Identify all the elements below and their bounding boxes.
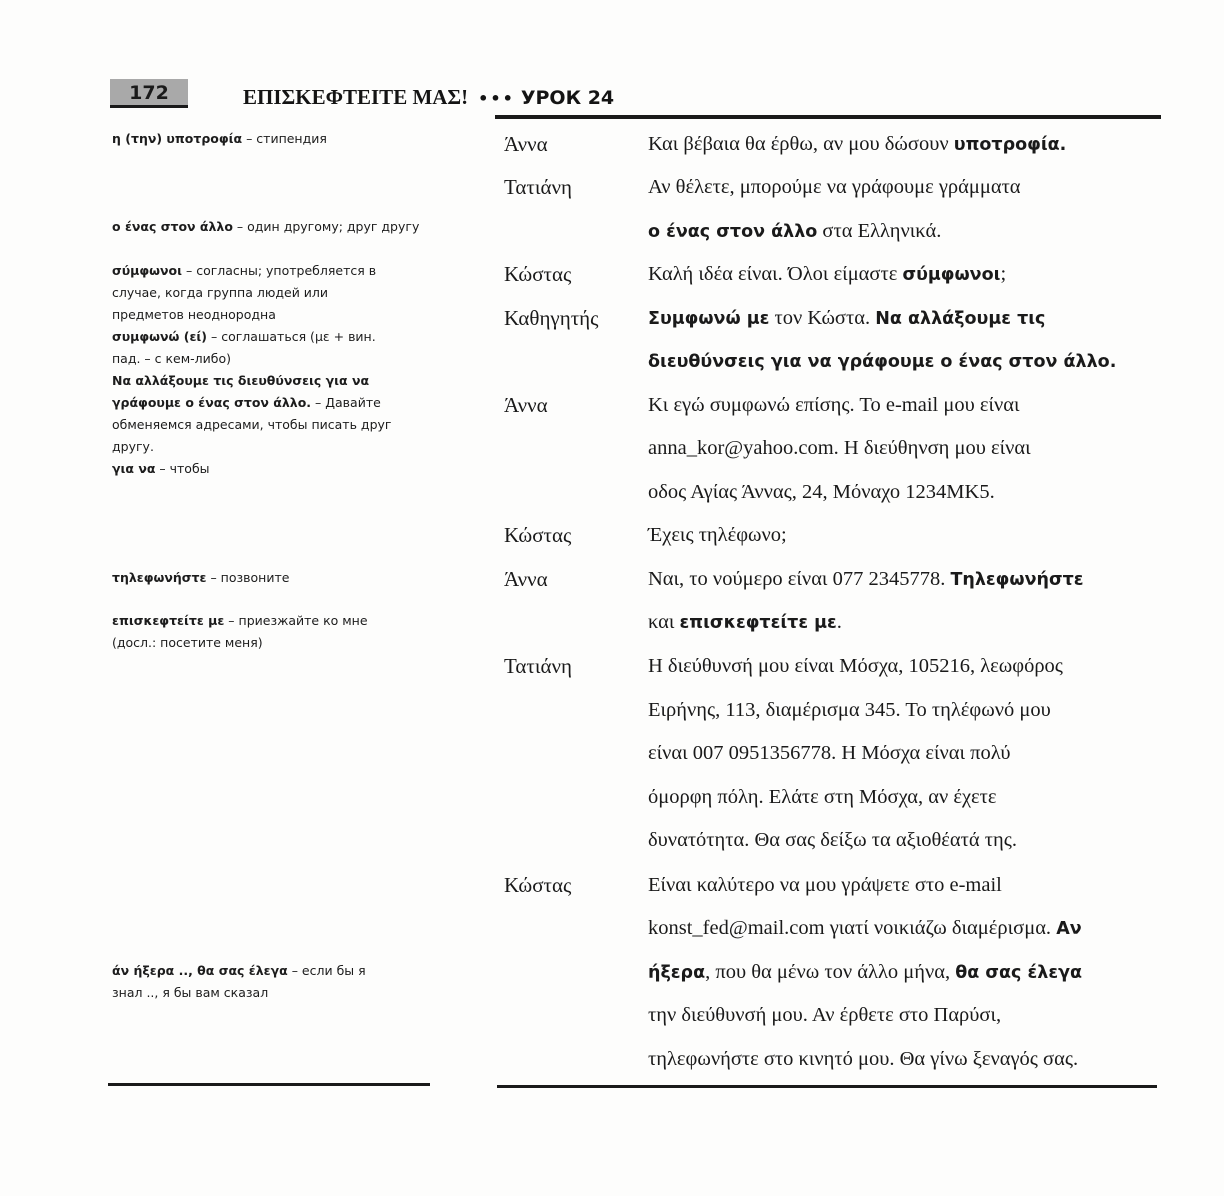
speaker-name: Άννα xyxy=(504,132,548,156)
line-text: τον Κώστα. xyxy=(769,307,876,329)
dialogue-line xyxy=(648,432,1031,464)
dialogue-line xyxy=(648,956,1082,989)
line-text: Έχεις τηλέφωνο; xyxy=(648,524,787,546)
line-bold: σύμφωνοι xyxy=(902,265,1001,285)
speaker-name: Τατιάνη xyxy=(504,654,572,678)
line-bold: διευθύνσεις για να γράφουμε ο ένας στον άλλο. xyxy=(648,352,1117,372)
header-rule xyxy=(495,115,1161,119)
chapter-title: ΕΠΙΣΚΕΦΤΕΙΤΕ ΜΑΣ! xyxy=(243,85,469,109)
dialogue-line xyxy=(648,258,1006,291)
speaker-name: Κώστας xyxy=(504,262,572,286)
line-bold: υποτροφία. xyxy=(953,135,1067,155)
dialogue-line xyxy=(648,694,1051,726)
glossary-term: άν ήξερα .., θα σας έλεγα xyxy=(112,963,288,978)
dialogue-line xyxy=(648,999,1001,1031)
running-head xyxy=(243,84,614,112)
page-number: 172 xyxy=(129,82,169,104)
glossary-definition: – соглашаться (με + вин. пад. – с кем-либо) xyxy=(112,329,376,366)
line-bold: Αν xyxy=(1056,919,1082,939)
line-bold: Συμφωνώ με xyxy=(648,309,770,329)
dialogue-line xyxy=(648,563,1083,596)
speaker-name: Τατιάνη xyxy=(504,175,572,199)
dialogue-line xyxy=(648,519,787,551)
line-text: Η διεύθυνσή μου είναι Μόσχα, 105216, λεωφόρος xyxy=(648,655,1063,677)
dialogue-line xyxy=(648,215,941,248)
dialogue-line xyxy=(648,389,1020,421)
glossary-definition: – один другому; друг другу xyxy=(232,219,420,234)
glossary-term: σύμφωνοι xyxy=(112,263,182,278)
speaker-name: Κώστας xyxy=(504,523,572,547)
header-separator: ••• xyxy=(478,89,515,108)
dialogue-line xyxy=(648,650,1063,682)
dialogue-line xyxy=(648,1043,1078,1075)
glossary-term: η (την) υποτροφία xyxy=(112,131,243,146)
dialogue-line xyxy=(648,476,995,508)
line-text: , που θα μένω τον άλλο μήνα, xyxy=(705,961,956,983)
glossary-term: τηλεφωνήστε xyxy=(112,570,207,585)
glossary-entry xyxy=(112,610,402,654)
speaker-name: Κώστας xyxy=(504,873,572,897)
line-text: τηλεφωνήστε στο κινητό μου. Θα γίνω ξεναγός σας. xyxy=(648,1048,1079,1070)
glossary-term: συμφωνώ (εί) xyxy=(112,329,208,344)
glossary-definition: – приезжайте ко мне (досл.: посетите меня) xyxy=(112,613,368,650)
glossary-entry xyxy=(112,458,442,480)
speaker-name: Άννα xyxy=(504,393,548,417)
line-bold: θα σας έλεγα xyxy=(955,963,1083,983)
glossary-definition: – если бы я знал .., я бы вам сказал xyxy=(112,963,366,1000)
line-text: Ειρήνης, 113, διαμέρισμα 345. Το τηλέφωνό μου xyxy=(648,699,1051,721)
glossary-entry xyxy=(112,260,387,326)
footer-rule-right xyxy=(497,1085,1157,1088)
line-text: Είναι καλύτερο να μου γράψετε στο e-mail xyxy=(648,874,1002,896)
line-text: . xyxy=(836,611,842,633)
speaker-name: Άννα xyxy=(504,567,548,591)
glossary-definition: – чтобы xyxy=(155,461,210,476)
dialogue-line xyxy=(648,912,1082,945)
speaker-name: Καθηγητής xyxy=(504,306,599,330)
line-text: Και βέβαια θα έρθω, αν μου δώσουν xyxy=(648,133,954,155)
dialogue-line xyxy=(648,606,842,639)
dialogue-line xyxy=(648,345,1116,378)
footer-rule-left xyxy=(108,1083,430,1086)
glossary-entry xyxy=(112,128,442,150)
line-bold: επισκεφτείτε με xyxy=(679,613,837,633)
dialogue-line xyxy=(648,128,1066,161)
line-text: konst_fed@mail.com γιατί νοικιάζω διαμέρισμα. xyxy=(648,917,1057,939)
glossary-term: ο ένας στον άλλο xyxy=(112,219,233,234)
line-text: στα Ελληνικά. xyxy=(817,220,942,242)
dialogue-line xyxy=(648,737,1010,769)
glossary-entry xyxy=(112,370,437,458)
glossary-definition: – позвоните xyxy=(206,570,290,585)
line-bold: Να αλλάξουμε τις xyxy=(875,309,1046,329)
line-bold: ο ένας στον άλλο xyxy=(648,222,818,242)
line-bold: ήξερα xyxy=(648,963,706,983)
dialogue-line xyxy=(648,824,1017,856)
page-number-underline xyxy=(110,105,188,108)
glossary-definition: – стипендия xyxy=(242,131,327,146)
dialogue-line xyxy=(648,869,1002,901)
glossary-entry xyxy=(112,326,407,370)
dialogue-line xyxy=(648,781,997,813)
glossary-entry xyxy=(112,960,382,1004)
line-text: ; xyxy=(1000,263,1007,285)
glossary-entry xyxy=(112,216,422,238)
line-text: anna_kor@yahoo.com. Η διεύθηνση μου είναι xyxy=(648,437,1031,459)
line-text: είναι 007 0951356778. Η Μόσχα είναι πολύ xyxy=(648,742,1011,764)
line-bold: Τηλεφωνήστε xyxy=(950,570,1084,590)
line-text: οδος Αγίας Άννας, 24, Μόναχο 1234ΜΚ5. xyxy=(648,481,995,503)
line-text: και xyxy=(648,611,680,633)
glossary-term: για να xyxy=(112,461,156,476)
lesson-label: УРОК 24 xyxy=(520,87,615,109)
glossary-definition: – согласны; употребляется в случае, когда группа людей или предметов неоднородна xyxy=(112,263,377,322)
glossary-term: επισκεφτείτε με xyxy=(112,613,225,628)
glossary-entry xyxy=(112,567,442,589)
line-text: Ναι, το νούμερο είναι 077 2345778. xyxy=(648,568,951,590)
line-text: όμορφη πόλη. Ελάτε στη Μόσχα, αν έχετε xyxy=(648,786,997,808)
glossary-definition: – Давайте обменяемся адресами, чтобы писать друг другу. xyxy=(112,395,392,454)
line-text: την διεύθυνσή μου. Αν έρθετε στο Παρύσι, xyxy=(648,1004,1002,1026)
dialogue-line xyxy=(648,302,1045,335)
line-text: Κι εγώ συμφωνώ επίσης. Το e-mail μου είναι xyxy=(648,394,1020,416)
dialogue-line xyxy=(648,171,1021,203)
glossary-term: Να αλλάξουμε τις διευθύνσεις για να γράφουμε ο ένας στον άλλο. xyxy=(112,373,370,410)
line-text: δυνατότητα. Θα σας δείξω τα αξιοθέατά της. xyxy=(648,829,1017,851)
line-text: Αν θέλετε, μπορούμε να γράφουμε γράμματα xyxy=(648,176,1021,198)
line-text: Καλή ιδέα είναι. Όλοι είμαστε xyxy=(648,263,903,285)
